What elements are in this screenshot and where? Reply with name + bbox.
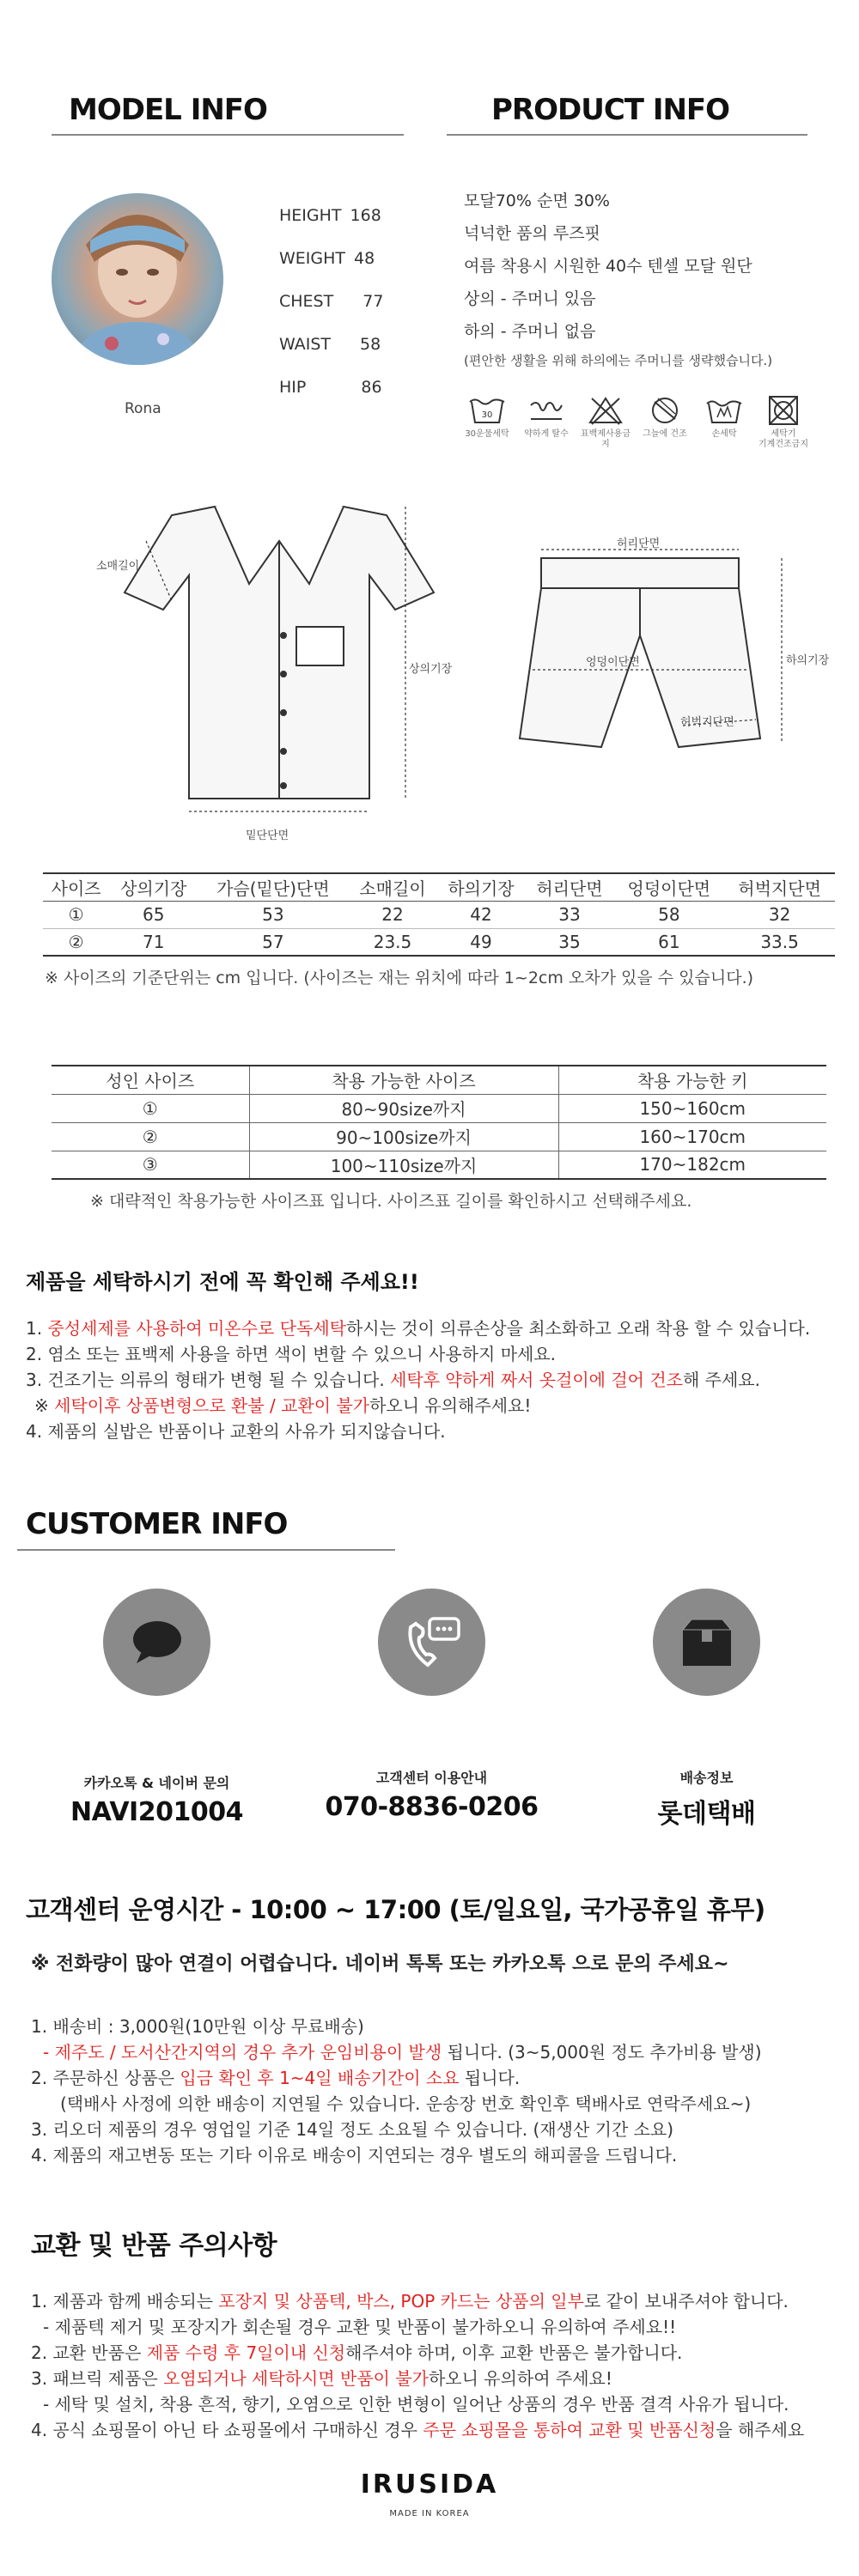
washing-line-3: 3. 건조기는 의류의 형태가 변형 될 수 있습니다. 세탁후 약하게 짜서 옷걸이에 걸어 건조해 주세요. <box>26 1370 760 1390</box>
table-cell: 22 <box>381 904 404 925</box>
care-wash-30-icon: 30 30운물세탁 <box>460 395 515 450</box>
table-row <box>43 901 835 928</box>
table-row <box>43 928 835 956</box>
care-no-tumble-dry-icon: 세탁기 기계건조금지 <box>756 395 811 450</box>
returns-line-4: 4. 공식 쇼핑몰이 아닌 타 쇼핑몰에서 구매하신 경우 주문 쇼핑몰을 통하여 교환 및 반품신청을 해주세요 <box>31 2420 805 2440</box>
cs-hours: 고객센터 운영시간 - 10:00 ~ 17:00 (토/일요일, 국가공휴일 휴무) <box>26 1895 765 1924</box>
table-cell: 57 <box>262 931 284 952</box>
model-name: Rona <box>125 400 161 417</box>
brand-tagline: MADE IN KOREA <box>389 2509 470 2518</box>
table-header-cell: 가슴(밑단)단면 <box>216 878 330 899</box>
table-cell: 170~182cm <box>558 1151 826 1179</box>
table-cell: ① <box>68 904 84 925</box>
returns-lines <box>31 2288 856 2443</box>
call-note: ※ 전화량이 많아 연결이 어렵습니다. 네이버 톡톡 또는 카카오톡 으로 문의 주세요~ <box>31 1953 729 1975</box>
table-cell: ② <box>52 1122 249 1151</box>
table-header-cell: 허리단면 <box>536 878 603 899</box>
returns-line-1b: - 제품텍 제거 및 포장지가 회손될 경우 교환 및 반품이 불가하오니 유의하여 주세요!! <box>43 2317 677 2337</box>
table-row <box>52 1094 826 1122</box>
product-lines <box>464 185 772 374</box>
table-cell: 32 <box>768 904 791 925</box>
table-cell: 42 <box>470 904 492 925</box>
table-row <box>52 1151 826 1179</box>
label-bottom-length: 하의기장 <box>786 654 830 667</box>
washing-line-1: 1. 중성세제를 사용하여 미온수로 단독세탁하시는 것이 의류손상을 최소화하고 오래 착용 할 수 있습니다. <box>26 1318 811 1339</box>
brand-logo: IRUSIDA <box>360 2470 499 2500</box>
table-cell: 71 <box>143 931 165 952</box>
product-line: 하의 - 주머니 없음 <box>464 322 596 341</box>
table-header-cell: 착용 가능한 키 <box>558 1066 826 1094</box>
svg-text:30: 30 <box>481 410 493 420</box>
table-header-cell: 엉덩이단면 <box>627 878 711 899</box>
table-header-cell: 소매길이 <box>359 878 426 899</box>
label-hem: 밑단단면 <box>246 829 289 842</box>
returns-title: 교환 및 반품 주의사항 <box>31 2231 277 2261</box>
product-info-title: PRODUCT INFO <box>491 93 730 127</box>
table-header-cell: 성인 사이즈 <box>52 1066 249 1094</box>
product-info-rule <box>447 134 807 136</box>
table-header-cell: 하의기장 <box>448 878 515 899</box>
table-cell: 58 <box>658 904 680 925</box>
table-cell: 33.5 <box>760 931 799 952</box>
table-cell: 23.5 <box>373 931 412 952</box>
model-avatar <box>52 193 223 365</box>
washing-line-4: 4. 제품의 실밥은 반품이나 교환의 사유가 되지않습니다. <box>26 1421 446 1442</box>
model-chest-row: CHEST 77 <box>279 292 384 311</box>
delivery-label: 배송정보 <box>679 1770 734 1786</box>
care-no-bleach-icon: 표백제사용금지 <box>578 395 633 450</box>
washing-title: 제품을 세탁하시기 전에 꼭 확인해 주세요!! <box>26 1270 419 1294</box>
shipping-line-3: 3. 리오더 제품의 경우 영업일 기준 14일 정도 소요될 수 있습니다. (재생산 기간 소요) <box>31 2119 674 2140</box>
table-cell: 100~110size까지 <box>249 1151 558 1179</box>
returns-line-3: 3. 패브릭 제품은 오염되거나 세탁하시면 반품이 불가하오니 유의하여 주세요! <box>31 2368 612 2389</box>
table-cell: 33 <box>558 904 581 925</box>
shipping-line-2b: (택배사 사정에 의한 배송이 지연될 수 있습니다. 운송장 번호 확인후 택배사로 연락주세요~) <box>60 2093 752 2114</box>
cs-label: 고객센터 이용안내 <box>375 1770 488 1786</box>
table-header-cell: 사이즈 <box>51 878 101 899</box>
table-cell: 49 <box>470 931 492 952</box>
model-waist-row: WAIST 58 <box>279 335 381 354</box>
model-hip-row: HIP 86 <box>279 378 382 397</box>
label-thigh: 허벅지단면 <box>680 716 734 729</box>
table-cell: ① <box>52 1094 249 1122</box>
fit-table <box>52 1065 826 1180</box>
table-cell: 80~90size까지 <box>249 1094 558 1122</box>
table-cell: ② <box>68 931 84 952</box>
product-line: 모달70% 순면 30% <box>464 191 610 210</box>
table-cell: 35 <box>558 931 581 952</box>
table-cell: 53 <box>262 904 284 925</box>
table-row <box>52 1122 826 1151</box>
kakao-label: 카카오톡 & 네이버 문의 <box>83 1775 230 1791</box>
table-cell: ③ <box>52 1151 249 1179</box>
chat-bubble-icon <box>103 1589 210 1696</box>
table-cell: 90~100size까지 <box>249 1122 558 1151</box>
model-info-rule <box>52 134 404 136</box>
customer-info-rule <box>17 1549 395 1551</box>
table-header-cell: 상의기장 <box>120 878 187 899</box>
phone-chat-icon <box>378 1589 485 1696</box>
table-cell: 65 <box>143 904 165 925</box>
product-line: 상의 - 주머니 있음 <box>464 289 596 308</box>
model-measurements <box>279 206 383 421</box>
care-icons <box>460 395 811 450</box>
label-sleeve: 소매길이 <box>96 560 140 573</box>
returns-line-1: 1. 제품과 함께 배송되는 포장지 및 상품텍, 박스, POP 카드는 상품의 일부로 같이 보내주셔야 합니다. <box>31 2291 789 2312</box>
size-table-header <box>43 873 835 901</box>
box-icon <box>653 1589 760 1696</box>
table-cell: 61 <box>658 931 680 952</box>
label-hip: 엉덩이단면 <box>586 656 640 669</box>
size-table <box>43 872 835 957</box>
shirt-diagram <box>125 507 434 799</box>
model-info-title: MODEL INFO <box>69 93 267 127</box>
model-weight-row: WEIGHT 48 <box>279 249 375 268</box>
product-small-note: (편안한 생활을 위해 하의에는 주머니를 생략했습니다.) <box>464 353 773 368</box>
table-cell: 160~170cm <box>558 1122 826 1151</box>
fit-table-note: ※ 대략적인 착용가능한 사이즈표 입니다. 사이즈표 길이를 확인하시고 선택해주세요. <box>90 1192 692 1211</box>
model-height-row: HEIGHT 168 <box>279 206 381 225</box>
washing-line-2: 2. 염소 또는 표백제 사용을 하면 색이 변할 수 있으니 사용하지 마세요. <box>26 1344 557 1364</box>
size-table-note: ※ 사이즈의 기준단위는 cm 입니다. (사이즈는 재는 위치에 따라 1~2cm 오차가 있을 수 있습니다.) <box>45 969 754 987</box>
washing-line-3-sub: ※ 세탁이후 상품변형으로 환불 / 교환이 불가하오니 유의해주세요! <box>34 1395 532 1416</box>
shipping-line-1b: - 제주도 / 도서산간지역의 경우 추가 운임비용이 발생 됩니다. (3~5,000원 정도 추가비용 발생) <box>43 2042 762 2063</box>
product-line: 여름 착용시 시원한 40수 텐셀 모달 원단 <box>464 257 752 276</box>
shipping-line-4: 4. 제품의 재고변동 또는 기타 이유로 배송이 지연되는 경우 별도의 해피콜을 드립니다. <box>31 2145 678 2166</box>
label-top-length: 상의기장 <box>409 663 453 676</box>
care-gentle-spin-icon: 약하게 탈수 <box>519 395 574 450</box>
kakao-id[interactable]: NAVI201004 <box>70 1797 243 1827</box>
care-shade-dry-icon: 그늘에 건조 <box>637 395 692 450</box>
label-waist: 허리단면 <box>617 538 661 550</box>
delivery-courier: 롯데택배 <box>657 1799 756 1829</box>
shipping-lines <box>31 2014 847 2168</box>
shipping-line-1: 1. 배송비 : 3,000원(10만원 이상 무료배송) <box>31 2016 364 2037</box>
washing-lines <box>26 1315 850 1444</box>
returns-line-3b: - 세탁 및 설치, 착용 흔적, 향기, 오염으로 인한 변형이 일어난 상품의 경우 반품 결격 사유가 됩니다. <box>43 2394 789 2415</box>
shipping-line-2: 2. 주문하신 상품은 입금 확인 후 1~4일 배송기간이 소요 됩니다. <box>31 2068 521 2088</box>
returns-line-2: 2. 교환 반품은 제품 수령 후 7일이내 신청해주셔야 하며, 이후 교환 반품은 불가합니다. <box>31 2342 683 2363</box>
care-hand-wash-icon: 손세탁 <box>697 395 752 450</box>
product-line: 넉넉한 품의 루즈핏 <box>464 224 600 243</box>
table-cell: 150~160cm <box>558 1094 826 1122</box>
table-header-cell: 착용 가능한 사이즈 <box>249 1066 558 1094</box>
customer-info-title: CUSTOMER INFO <box>26 1507 288 1541</box>
table-header-cell: 허벅지단면 <box>738 878 821 899</box>
fit-table-header <box>52 1066 826 1094</box>
cs-phone[interactable]: 070-8836-0206 <box>325 1792 539 1822</box>
